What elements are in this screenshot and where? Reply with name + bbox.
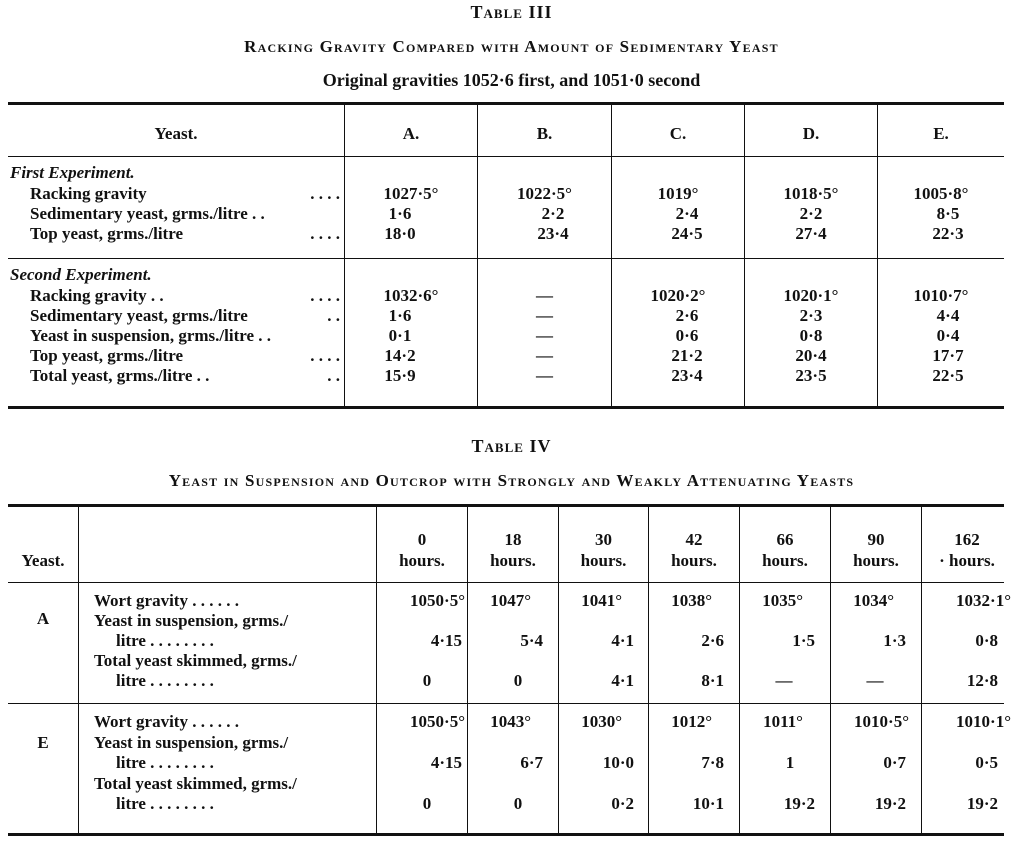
table-4-row-line1: Yeast in suspension, grms./ — [94, 611, 289, 630]
table-4-row-line1: Total yeast skimmed, grms./ — [94, 774, 297, 793]
table-4-cell: 1041° — [581, 591, 622, 610]
table-4-row-line2: litre . . . . . . . . — [116, 753, 214, 772]
table-4-header-num: 0 — [417, 530, 427, 549]
table-3-cell: 1027·5° — [383, 184, 439, 203]
table-3-row-label: Yeast in suspension, grms./litre . . — [30, 326, 272, 345]
table-4-yeast-label: A — [36, 609, 50, 628]
table-3-cell: — — [536, 286, 553, 305]
table-4-header-unit: hours. — [762, 551, 808, 570]
table-4-cell: 1043° — [490, 712, 531, 731]
table-4-cell: 0·8 — [975, 631, 998, 650]
table-3-top-rule — [8, 102, 1004, 105]
table-4-col-divider — [78, 507, 79, 833]
table-4-cell: 4·1 — [611, 671, 634, 690]
table-4-cell: 1032·1° — [956, 591, 1011, 610]
table-4-header-unit: · hours. — [939, 551, 995, 570]
table-3-row-label: Total yeast, grms./litre . . — [30, 366, 210, 385]
table-4-cell: 1010·1° — [956, 712, 1011, 731]
table-4-bottom-rule — [8, 833, 1004, 836]
table-4-header-unit: hours. — [853, 551, 899, 570]
table-4-top-rule — [8, 504, 1004, 507]
table-3-cell: 2·3 — [799, 306, 823, 325]
table-4-header-num: 162 — [954, 530, 980, 549]
table-3-cell: 0·6 — [675, 326, 699, 345]
table-3-group-rule — [8, 258, 1004, 259]
table-4-header-unit: hours. — [580, 551, 627, 570]
table-4-row-line1: Wort gravity . . . . . . — [94, 712, 239, 731]
table-3-label: Table III — [470, 2, 553, 22]
table-3-row-label: Top yeast, grms./litre — [30, 346, 183, 365]
table-3-cell: 8·5 — [936, 204, 960, 223]
table-4-cell: 0·2 — [611, 794, 634, 813]
table-3-cell: 1020·2° — [650, 286, 706, 305]
table-3-cell: 14·2 — [384, 346, 416, 365]
table-4-cell: 12·8 — [966, 671, 998, 690]
table-3-header-c: C. — [669, 124, 687, 143]
table-3-cell: — — [536, 306, 553, 325]
table-4-cell: 8·1 — [701, 671, 724, 690]
table-4-cell: 1050·5° — [410, 591, 465, 610]
table-3-cell: 2·2 — [799, 204, 823, 223]
table-4-cell: 0·7 — [883, 753, 906, 772]
table-4-cell: 1·5 — [792, 631, 815, 650]
table-4-cell: 4·15 — [430, 753, 462, 772]
table-4-cell: 1038° — [671, 591, 712, 610]
table-4-header-rule — [8, 582, 1004, 583]
table-3-cell: 18·0 — [384, 224, 416, 243]
table-3-row-leader: . . . . — [310, 286, 340, 305]
table-4-cell: 0 — [513, 671, 523, 690]
table-4-cell: 1010·5° — [854, 712, 909, 731]
table-4-cell: 10·1 — [692, 794, 724, 813]
table-4-row-line2: litre . . . . . . . . — [116, 794, 214, 813]
table-3-cell: 0·4 — [936, 326, 960, 345]
table-3-row-leader: . . . . — [310, 184, 340, 203]
table-3-row-label: Racking gravity — [30, 184, 147, 203]
table-3-cell: 1019° — [657, 184, 699, 203]
table-3-cell: 23·5 — [795, 366, 827, 385]
table-4-cell: 4·1 — [611, 631, 634, 650]
table-3-cell: 23·4 — [537, 224, 569, 243]
table-3-cell: 1·6 — [388, 306, 412, 325]
table-4-header-unit: hours. — [399, 551, 445, 570]
table-4-cell: 5·4 — [520, 631, 543, 650]
table-3-cell: 2·6 — [675, 306, 699, 325]
table-3-cell: — — [536, 326, 553, 345]
table-3-row-label: Sedimentary yeast, grms./litre . . — [30, 204, 265, 223]
table-4-header-unit: hours. — [671, 551, 717, 570]
table-3-row-leader: . . . . — [310, 346, 340, 365]
table-4-cell: 19·2 — [783, 794, 815, 813]
table-4-cell: 1050·5° — [410, 712, 465, 731]
table-3-cell: 1022·5° — [517, 184, 572, 203]
table-4-cell: 4·15 — [430, 631, 462, 650]
table-4-cell: — — [866, 671, 884, 690]
table-4-header-num: 66 — [776, 530, 794, 549]
table-4-group-rule — [8, 703, 1004, 704]
table-3-cell: 22·5 — [932, 366, 964, 385]
table-4-title: Yeast in Suspension and Outcrop with Strongly and Weakly Attenuating Yeasts — [168, 471, 855, 490]
table-4-cell: 2·6 — [701, 631, 724, 650]
table-3-title: Racking Gravity Compared with Amount of Sedimentary Yeast — [244, 37, 779, 56]
table-4-row-line2: litre . . . . . . . . — [116, 631, 214, 650]
table-3-header-rule — [8, 156, 1004, 157]
table-3-cell: 1032·6° — [383, 286, 439, 305]
table-3-bottom-rule — [8, 406, 1004, 409]
table-4-header-unit: hours. — [490, 551, 536, 570]
table-3-row-leader: . . — [327, 366, 340, 385]
table-3-cell: 24·5 — [671, 224, 703, 243]
table-4-cell: 0 — [513, 794, 523, 813]
table-3-cell: 1005·8° — [913, 184, 969, 203]
table-4-cell: 10·0 — [602, 753, 634, 772]
table-4-cell: 1030° — [581, 712, 622, 731]
table-4-cell: 0 — [422, 794, 432, 813]
table-3-group-title: Second Experiment. — [10, 265, 152, 284]
table-4-cell: 1035° — [762, 591, 803, 610]
table-3-cell: 0·1 — [388, 326, 412, 345]
table-3-header-yeast: Yeast. — [154, 124, 198, 143]
table-3-cell: 1018·5° — [783, 184, 839, 203]
table-3-row-leader: . . . . — [310, 224, 340, 243]
table-4-cell: 0 — [422, 671, 432, 690]
table-3-header-a: A. — [402, 124, 420, 143]
table-3-cell: 2·2 — [541, 204, 565, 223]
table-3-cell: 15·9 — [384, 366, 416, 385]
table-3-subtitle: Original gravities 1052·6 first, and 1051·0 second — [322, 70, 701, 90]
table-4-cell: 1011° — [763, 712, 803, 731]
table-3-cell: 22·3 — [932, 224, 964, 243]
table-4-cell: 7·8 — [701, 753, 724, 772]
table-4-cell: 19·2 — [874, 794, 906, 813]
table-4-row-line2: litre . . . . . . . . — [116, 671, 214, 690]
table-3-row-leader: . . — [327, 306, 340, 325]
table-3-cell: 1·6 — [388, 204, 412, 223]
table-4-header-num: 18 — [504, 530, 522, 549]
table-4-row-line1: Wort gravity . . . . . . — [94, 591, 239, 610]
table-4-header-yeast: Yeast. — [21, 551, 65, 570]
table-4-label: Table IV — [471, 436, 552, 456]
table-4-cell: 1·3 — [883, 631, 906, 650]
table-3-group-title: First Experiment. — [10, 163, 135, 182]
table-3-cell: 23·4 — [671, 366, 703, 385]
table-3-cell: 27·4 — [795, 224, 827, 243]
table-3-cell: 4·4 — [936, 306, 960, 325]
table-3-row-label: Sedimentary yeast, grms./litre — [30, 306, 248, 325]
table-3-cell: — — [536, 366, 553, 385]
table-4-cell: 1047° — [490, 591, 531, 610]
table-3-row-label: Racking gravity . . — [30, 286, 164, 305]
table-3-row-label: Top yeast, grms./litre — [30, 224, 183, 243]
table-3-cell: 0·8 — [799, 326, 823, 345]
table-3-cell: 1020·1° — [783, 286, 839, 305]
table-4-cell: — — [775, 671, 793, 690]
table-4-row-line1: Yeast in suspension, grms./ — [94, 733, 289, 752]
table-3-cell: 2·4 — [675, 204, 699, 223]
table-3-header-d: D. — [802, 124, 820, 143]
table-3-cell: 20·4 — [795, 346, 827, 365]
table-3-cell: 17·7 — [932, 346, 964, 365]
table-4-cell: 1 — [785, 753, 795, 772]
table-4-yeast-label: E — [37, 733, 49, 752]
table-4-row-line1: Total yeast skimmed, grms./ — [94, 651, 297, 670]
table-4-header-num: 42 — [685, 530, 703, 549]
table-4-cell: 1034° — [853, 591, 894, 610]
table-3-cell: — — [536, 346, 553, 365]
table-3-header-e: E. — [933, 124, 949, 143]
table-3-header-b: B. — [536, 124, 553, 143]
table-4-cell: 19·2 — [966, 794, 998, 813]
table-4-cell: 6·7 — [520, 753, 543, 772]
table-3-cell: 21·2 — [671, 346, 703, 365]
table-3-cell: 1010·7° — [913, 286, 969, 305]
table-4-header-num: 90 — [867, 530, 885, 549]
table-4-cell: 1012° — [671, 712, 712, 731]
table-4-cell: 0·5 — [975, 753, 998, 772]
table-4-header-num: 30 — [595, 530, 612, 549]
